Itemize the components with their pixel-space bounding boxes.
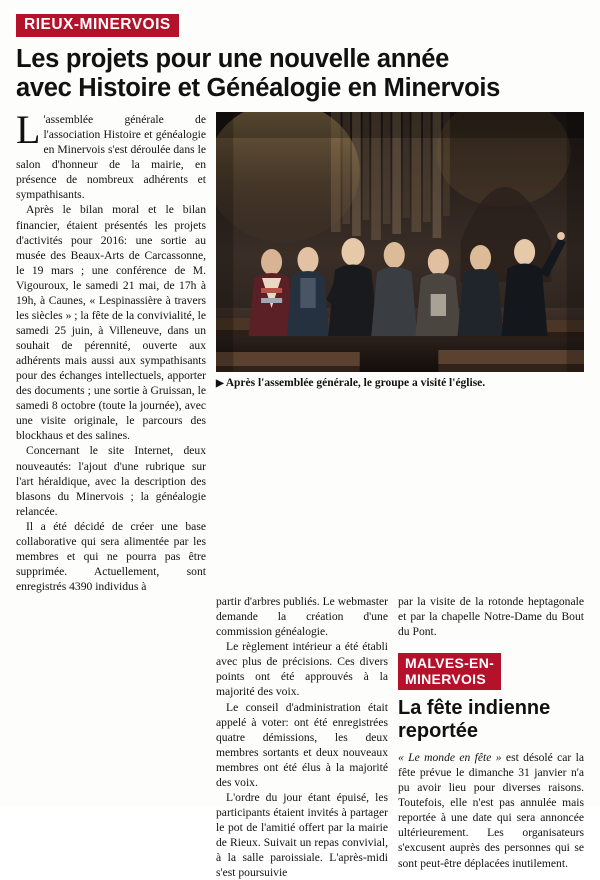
article1-kicker: RIEUX-MINERVOIS [16, 14, 179, 37]
article2-kicker [398, 653, 501, 690]
photo-wrap [216, 112, 584, 372]
paragraph: Le règlement intérieur a été établi avec plus de précisions. Ces divers points ont été approuvés à la majorité des voix. [216, 640, 388, 699]
article1-photo [216, 112, 584, 372]
paragraph: Après le bilan moral et le bilan financier, étaient présentés les projets d'activités pour 2016: une sortie au musée des Beaux-Arts de Carcassonne, le 19 mars ; une conférence de M. Vigouroux, le samedi 21 mai, de 17h à 19h, à Caunes, « Lespinassière à travers les siècles » ; la fête de la convivialité, le samedi 25 juin, à Villeneuve, dans un souhait de pérennité, ouverte aux adhérents mais aussi aux sympathisants pour des échanges intellectuels, apporter des documents ; une sortie à Gruissan, le samedi 8 octobre (toute la journée), avec une visite originale, le parcours des blockhaus et des salines. [16, 203, 206, 443]
paragraph [16, 107, 206, 202]
article1-headline-line2: avec Histoire et Généalogie en Minervois [16, 73, 501, 102]
article2-quote: « Le monde en fête » [398, 751, 502, 765]
article2-headline-line2: reportée [398, 720, 479, 743]
paragraph: par la visite de la rotonde heptagonale et par la chapelle Notre-Dame du Bout du Pont. [398, 595, 584, 639]
paragraph: Le conseil d'administration était appelé à voter: ont été enregistrées quatre démissions, les deux membres sortants et deux nouveaux membres ont été élus à la majorité des voix. [216, 700, 388, 789]
article2-kicker-line1: MALVES-EN- [405, 655, 495, 672]
paragraph: L'ordre du jour étant épuisé, les participants étaient invités à partager le pot de l'amitié offert par la mairie de Rieux. Suivait un repas convivial, à la salle paroissiale. L'après-midi s'est poursuivie [216, 790, 388, 880]
dropcap: L [16, 107, 41, 153]
article2-headline-line1: La fête indienne [398, 697, 551, 720]
paragraph [398, 750, 584, 871]
paragraph-text: 'assemblée générale de l'association Histoire et généalogie en Minervois s'est déroulée dans le salon d'honneur de la mairie, en présence de nombreux adhérents et sympathisants. [16, 113, 206, 202]
article1-headline [16, 45, 584, 102]
article1-headline-line1: Les projets pour une nouvelle année [16, 45, 450, 73]
church-interior-photo-illustration [216, 112, 584, 372]
caption-arrow-icon: ▶ [216, 378, 224, 390]
spacer-under-column-1 [16, 594, 206, 880]
article2-paragraph-text: est désolé car la fête prévue le dimanche 31 janvier n'a pu avoir lieu pour diverses raisons. Toutefois, elle n'est pas annulée mais reportée à une date qui sera annoncée ultérieurement. Les organisateurs s'excusent auprès des personnes qui se sont peut-être déplacées inutilement. [398, 751, 584, 870]
article-lower-area [16, 594, 584, 880]
article2-kicker-line2: MINERVOIS [405, 671, 487, 688]
paragraph: partir d'arbres publiés. Le webmaster demande la création d'une commission généalogie. [216, 595, 388, 639]
article2-headline [398, 697, 584, 743]
article1-column-3-text [398, 594, 584, 639]
caption-text: Après l'assemblée générale, le groupe a visité l'église. [225, 377, 486, 390]
article1-column-2 [216, 594, 388, 880]
article1-column-3 [398, 594, 584, 880]
paragraph: Il a été décidé de créer une base collaborative qui sera alimentée par les membres et qui ne pourra pas être supprimée. Actuellement, sont enregistrés 4390 individus à [16, 519, 206, 594]
article1-column-1 [16, 107, 206, 594]
article1-top-area [16, 107, 584, 594]
article1-photo-block [216, 112, 584, 397]
article1-photo-caption [216, 372, 584, 397]
article2-body [398, 750, 584, 871]
paragraph: Concernant le site Internet, deux nouveautés: l'ajout d'une rubrique sur l'art héraldique, avec la description des blasons du Minervois ; la généalogie relancée. [16, 444, 206, 518]
